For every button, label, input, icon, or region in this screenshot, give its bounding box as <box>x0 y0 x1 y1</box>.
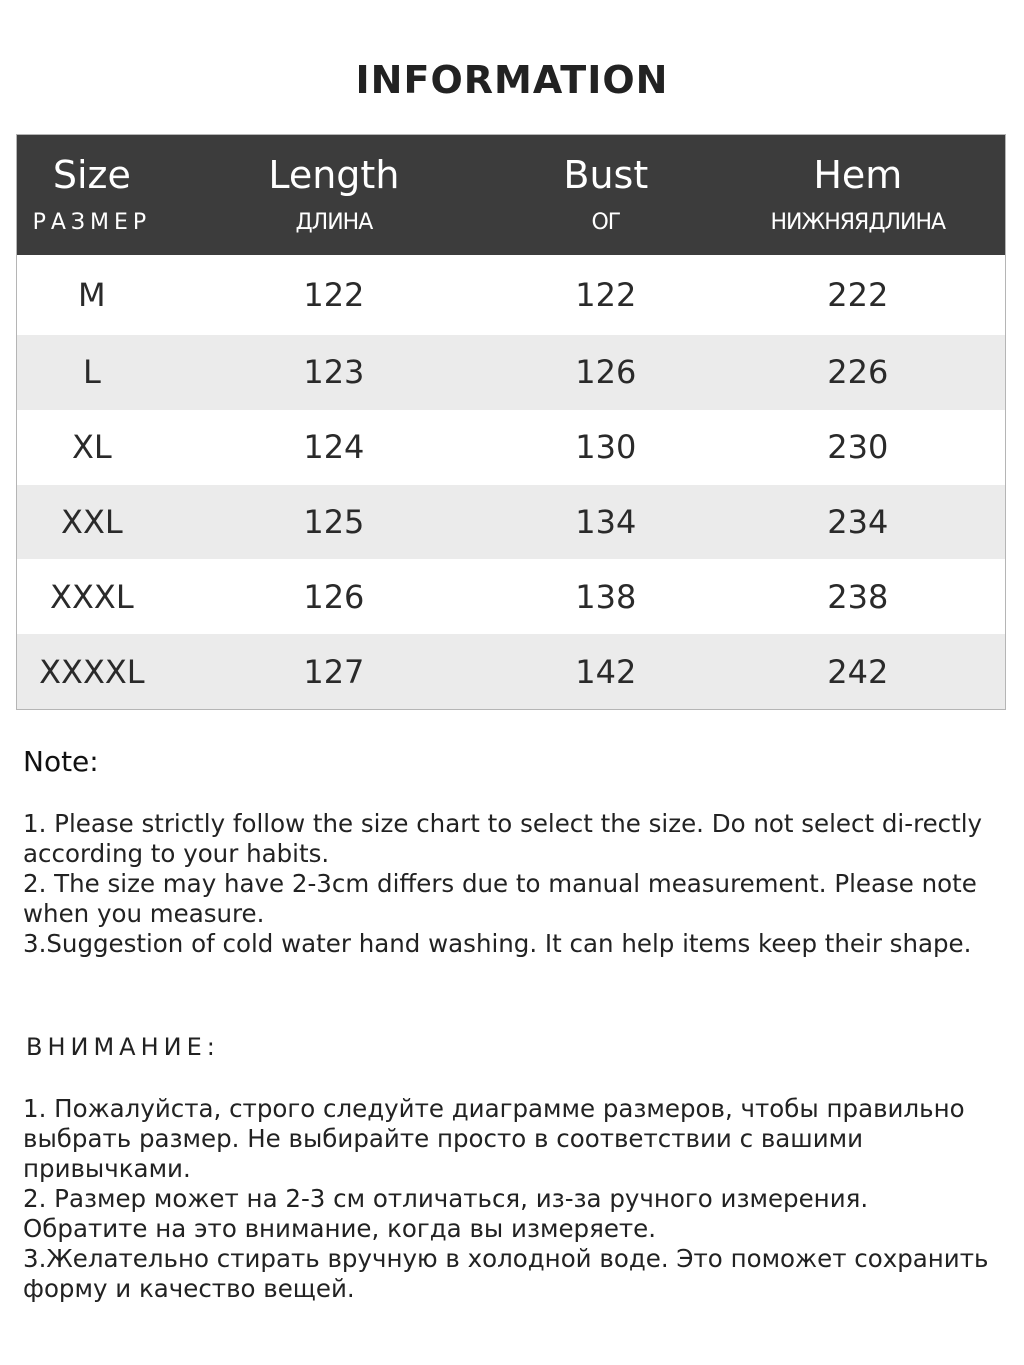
header-bust-en: Bust <box>563 153 649 197</box>
table-row <box>17 255 1005 335</box>
note-item: 3.Желательно стирать вручную в холодной воде. Это поможет сохранить форму и качество вещей. <box>23 1244 989 1303</box>
table-header <box>17 135 1005 255</box>
table-row <box>17 485 1005 560</box>
table-row <box>17 634 1005 709</box>
cell-bust: 142 <box>575 652 637 691</box>
cell-hem: 222 <box>827 276 889 314</box>
header-length <box>167 135 501 255</box>
note-item: 2. Размер может на 2-3 см отличаться, из-за ручного измерения. Обратите на это внимание, когда вы измеряете. <box>23 1184 869 1243</box>
notes-ru <box>23 1094 998 1304</box>
header-bust <box>501 135 711 255</box>
note-item: 1. Please strictly follow the size chart to select the size. Do not select di-rectly according to your habits. <box>23 809 983 868</box>
cell-length: 123 <box>303 353 365 392</box>
cell-length: 126 <box>303 577 365 616</box>
header-hem-ru: НИЖНЯЯДЛИНА <box>770 210 946 235</box>
note-heading-ru: ВНИМАНИЕ: <box>26 1033 220 1061</box>
note-item: 3.Suggestion of cold water hand washing. It can help items keep their shape. <box>23 929 972 958</box>
cell-size: XXXXL <box>39 652 145 691</box>
cell-length: 127 <box>303 652 365 691</box>
cell-hem: 226 <box>827 353 889 392</box>
page-title: INFORMATION <box>355 58 669 102</box>
cell-bust: 122 <box>575 276 637 314</box>
table-row <box>17 559 1005 634</box>
notes-en <box>23 809 998 959</box>
table-row <box>17 335 1005 410</box>
header-length-en: Length <box>268 153 400 197</box>
note-heading-en: Note: <box>23 745 99 778</box>
header-size <box>17 135 167 255</box>
cell-length: 122 <box>303 276 365 314</box>
note-item: 2. The size may have 2-3cm differs due to manual measurement. Please note when you measure. <box>23 869 977 928</box>
header-size-en: Size <box>52 153 131 197</box>
note-item: 1. Пожалуйста, строго следуйте диаграмме размеров, чтобы правильно выбрать размер. Не выбирайте просто в соответствии с вашими привычками. <box>23 1094 965 1183</box>
cell-bust: 126 <box>575 353 637 392</box>
cell-hem: 242 <box>827 652 889 691</box>
table-row <box>17 410 1005 485</box>
header-hem <box>711 135 1005 255</box>
cell-size: L <box>82 353 101 392</box>
header-hem-en: Hem <box>813 153 903 197</box>
cell-hem: 234 <box>827 502 889 541</box>
cell-size: XXXL <box>50 577 134 616</box>
cell-bust: 130 <box>575 428 637 467</box>
cell-size: XXL <box>61 502 123 541</box>
cell-hem: 230 <box>827 428 889 467</box>
cell-bust: 138 <box>575 577 637 616</box>
cell-bust: 134 <box>575 502 637 541</box>
size-table <box>16 134 1006 710</box>
cell-size: M <box>78 276 106 314</box>
header-size-ru: РАЗМЕР <box>32 210 152 235</box>
header-bust-ru: ОГ <box>591 210 621 235</box>
cell-length: 124 <box>303 428 365 467</box>
cell-size: XL <box>71 428 112 467</box>
cell-length: 125 <box>303 502 365 541</box>
header-length-ru: ДЛИНА <box>295 210 373 235</box>
cell-hem: 238 <box>827 577 889 616</box>
